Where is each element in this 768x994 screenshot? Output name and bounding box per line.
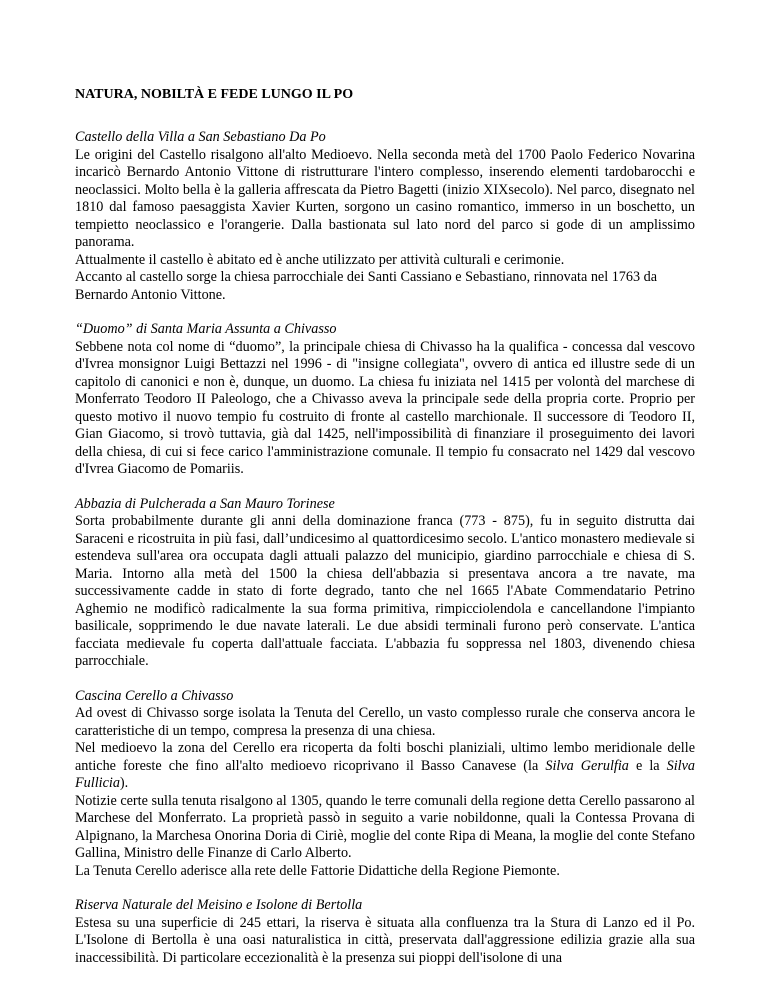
paragraph: Sebbene nota col nome di “duomo”, la principale chiesa di Chivasso ha la qualifica - concessa dal vescovo d'Ivrea monsignor Luigi Bettazzi nel 1996 - di "insigne collegiata", ovvero di antica ed illustre sede di un capitolo di canonici e non è, dunque, un duomo. La chiesa fu iniziata nel 1415 per volontà del marchese di Monferrato Teodoro II Paleologo, che a Chivasso aveva la principale sede della propria corte. Proprio per questo motivo il nuovo tempio fu costruito di fronte al castello marchionale. Il successore di Teodoro II, Gian Giacomo, si trovò tuttavia, già dal 1425, nell'impossibilità di finanziare il proseguimento dei lavori della chiesa, di cui si fece carico l'amministrazione comunale. Il tempio fu consacrato nel 1429 dal vescovo d'Ivrea Giacomo de Pomariis. — [75, 338, 695, 477]
paragraph: Accanto al castello sorge la chiesa parrocchiale dei Santi Cassiano e Sebastiano, rinnovata nel 1763 da Bernardo Antonio Vittone. — [75, 269, 658, 303]
section-castello — [75, 129, 695, 304]
paragraph: Le origini del Castello risalgono all'alto Medioevo. Nella seconda metà del 1700 Paolo Federico Novarina incaricò Bernardo Antonio Vittone di ristrutturare l'intero complesso, inserendo elementi tardobarocchi e neoclassici. Molto bella è la galleria affrescata da Pietro Bagetti (inizio XIXsecolo). Nel parco, disegnato nel 1810 dal famoso paesaggista Xavier Kurten, sorgono un casino romantico, immerso in un boschetto, un tempietto neoclassico e l'orangerie. Dalla bastionata sul lato nord del parco si gode di un amplissimo panorama. — [75, 146, 695, 250]
section-duomo — [75, 321, 695, 479]
text-run: e la — [628, 757, 667, 774]
text-run: ). — [119, 775, 129, 791]
paragraph: Notizie certe sulla tenuta risalgono al 1305, quando le terre comunali della regione detta Cerello passarono al Marchese del Monferrato. La proprietà passò in seguito a varie nobildonne, quali la Contessa Provana di Alpignano, la Marchesa Onorina Doria di Ciriè, moglie del conte Ripa di Meana, la moglie del conte Stefano Gallina, Ministro delle Finanze di Carlo Alberto. — [75, 792, 695, 861]
paragraph: Estesa su una superficie di 245 ettari, la riserva è situata alla confluenza tra la Stura di Lanzo ed il Po. L'Isolone di Bertolla è una oasi naturalistica in città, preservata dall'aggressione edilizia grazie alla sua inaccessibilità. Di particolare eccezionalità è la presenza sui pioppi dell'isolone di una — [75, 914, 695, 966]
document-title: NATURA, NOBILTÀ E FEDE LUNGO IL PO — [75, 87, 354, 102]
section-heading: Cascina Cerello a Chivasso — [75, 687, 234, 704]
section-heading: Castello della Villa a San Sebastiano Da Po — [75, 129, 326, 145]
section-abbazia — [75, 496, 695, 671]
italic-term: Silva Gerulfia — [545, 757, 629, 774]
paragraph-forest — [75, 740, 695, 793]
paragraph: Sorta probabilmente durante gli anni della dominazione franca (773 - 875), fu in seguito distrutta dai Saraceni e ricostruita in più fasi, dall’undicesimo al quattordicesimo secolo. L'antico monastero medievale si estendeva sull'area ora occupata dagli attuali palazzo del municipio, giardino parrocchiale e chiesa di S. Maria. Intorno alla metà del 1500 la chiesa dell'abbazia si presentava ancora a tre navate, ma successivamente cadde in stato di forte degrado, tanto che nel 1665 l'Abate Commendatario Petrino Aghemio ne modificò radicalmente la sua forma primitiva, rimpicciolendola e cancellandone l'impianto basilicale, sopprimendo le due navate laterali. Le due absidi terminali furono però conservate. L'antica facciata medievale fu coperta dall'attuale facciata. L'abbazia fu soppressa nel 1803, divenendo chiesa parrocchiale. — [75, 513, 695, 669]
section-cerello — [75, 688, 695, 881]
section-heading: Riserva Naturale del Meisino e Isolone di Bertolla — [75, 897, 363, 913]
document-page — [75, 86, 695, 984]
italic-term: Silva Fullicia — [75, 757, 695, 791]
paragraph: La Tenuta Cerello aderisce alla rete delle Fattorie Didattiche della Regione Piemonte. — [75, 862, 560, 879]
paragraph: Attualmente il castello è abitato ed è anche utilizzato per attività culturali e cerimonie. — [75, 251, 565, 268]
paragraph: Ad ovest di Chivasso sorge isolata la Tenuta del Cerello, un vasto complesso rurale che conserva ancora le caratteristiche di un tempo, compresa la presenza di una chiesa. — [75, 705, 695, 739]
section-meisino — [75, 897, 695, 967]
text-run: Nel medioevo la zona del Cerello era ricoperta da folti boschi planiziali, ultimo lembo meridionale delle antiche foreste che fino all'alto medioevo ricoprivano il Basso Canavese (la — [75, 740, 695, 774]
section-heading: Abbazia di Pulcherada a San Mauro Torinese — [75, 495, 335, 512]
section-heading: “Duomo” di Santa Maria Assunta a Chivasso — [75, 321, 337, 337]
